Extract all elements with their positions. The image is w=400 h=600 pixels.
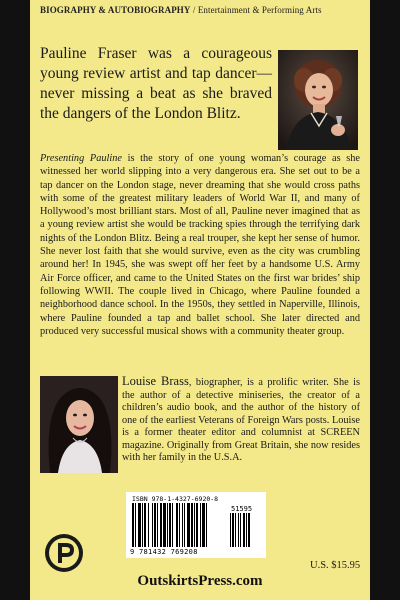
book-title-italic: Presenting Pauline (40, 153, 122, 164)
category-line (40, 5, 322, 15)
tagline: Pauline Fraser was a courageous young review artist and tap dancer—never missing a beat as she braved the dangers of the London Blitz. (40, 45, 272, 122)
price: U.S. $15.95 (310, 560, 361, 571)
isbn-label: ISBN 978-1-4327-6920-8 (132, 495, 219, 503)
author-bio-text: , biographer, is a prolific writer. She is the author of a detective miniseries, the creator of a children’s audio book, and the author of the history of one of the earliest Veterans of Foreign Wars posts. Louise is a former theater editor and columnist at SCREEN magazine. Originally from Great Britain, she now resides with her family in the U.S.A. (122, 377, 360, 463)
description-body: is the story of one young woman’s courage as she witnessed her world slipping into a very dangerous era. She set out to be a tap dancer on the London stage, never dreaming that she would cross paths with some of the greatest military leaders of World War II, and many of Hollywood’s most brilliant stars. Most of all, Pauline never imagined that as a young review artist she would be tracking spies through the terrifying dark nights of the London Blitz. Being a real trouper, she kept her sense of humor. She never lost faith that she would survive, even as the city was crumbling around her! In 1945, she was swept off her feet by a handsome U.S. Army Air Force officer, and came to the United States on the first war brides’ ship following WWII. The couple lived in Chicago, where Pauline founded a neighborhood dance school. In the 1950s, they settled in Naperville, Illinois, where Pauline founded a tap and ballet school. She later directed and produced very successful musical shows with a community theater group. (40, 153, 360, 337)
book-description (40, 152, 360, 338)
category-secondary: / Entertainment & Performing Arts (190, 5, 322, 15)
price-code: 51595 (231, 505, 253, 513)
barcode-box (126, 492, 266, 558)
barcode-bars (130, 503, 262, 547)
barcode-number: 9 781432 769208 (130, 548, 198, 556)
author-bio (122, 375, 360, 465)
author-name: Louise Brass (122, 374, 189, 388)
category-primary: BIOGRAPHY & AUTOBIOGRAPHY (40, 5, 191, 15)
publisher-name: OutskirtsPress.com (137, 573, 263, 589)
pauline-fraser-photo (278, 50, 358, 150)
louise-brass-photo (40, 376, 118, 473)
back-cover (30, 0, 370, 600)
publisher-logo (44, 533, 84, 573)
